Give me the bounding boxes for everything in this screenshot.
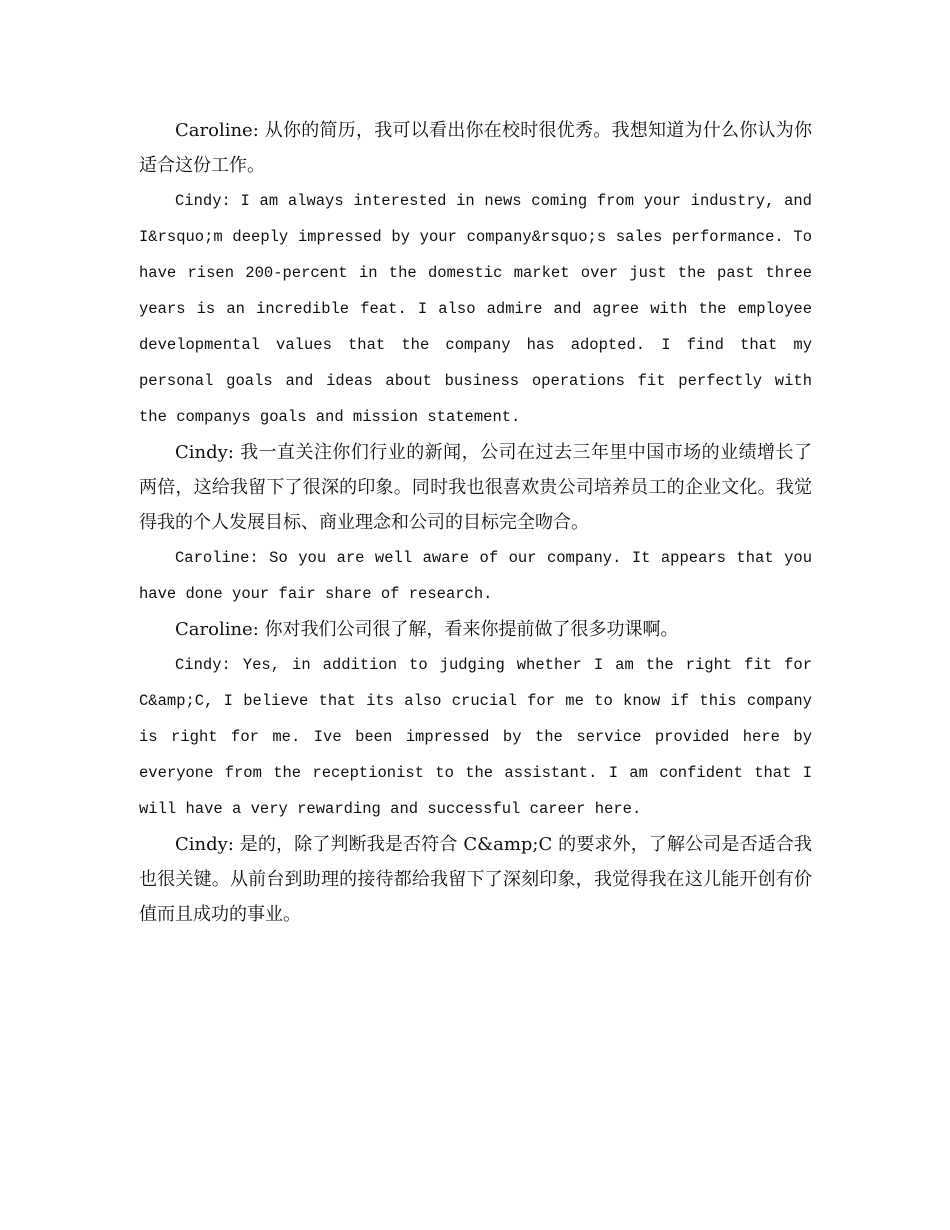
document-page xyxy=(139,113,812,932)
paragraph-cindy-fit-en: Cindy: Yes, in addition to judging whether I am the right fit for C&amp;C, I believe that its also crucial for me to know if this company is right for me. Ive been impressed by the service provided here by everyone from the receptionist to the assistant. I am confident that I will have a very rewarding and successful career here. xyxy=(139,656,812,818)
paragraph-cindy-answer-en: Cindy: I am always interested in news coming from your industry, and I&rsquo;m deeply impressed by your company&rsquo;s sales performance. To have risen 200-percent in the domestic market over just the past three years is an incredible feat. I also admire and agree with the employee developmental values that the company has adopted. I find that my personal goals and ideas about business operations fit perfectly with the companys goals and mission statement. xyxy=(139,192,812,426)
paragraph-cindy-answer-zh: Cindy: 我一直关注你们行业的新闻，公司在过去三年里中国市场的业绩增长了两倍，这给我留下了很深的印象。同时我也很喜欢贵公司培养员工的企业文化。我觉得我的个人发展目标、商业理念和公司的目标完全吻合。 xyxy=(139,442,812,533)
paragraph-caroline-research-en: Caroline: So you are well aware of our company. It appears that you have done your fair share of research. xyxy=(139,549,812,603)
paragraph-caroline-research-zh: Caroline: 你对我们公司很了解，看来你提前做了很多功课啊。 xyxy=(175,619,679,640)
paragraph-cindy-fit-zh: Cindy: 是的，除了判断我是否符合 C&amp;C 的要求外，了解公司是否适合我也很关键。从前台到助理的接待都给我留下了深刻印象，我觉得我在这儿能开创有价值而且成功的事业。 xyxy=(139,834,812,925)
paragraph-caroline-question-zh: Caroline: 从你的简历，我可以看出你在校时很优秀。我想知道为什么你认为你适合这份工作。 xyxy=(139,120,812,176)
